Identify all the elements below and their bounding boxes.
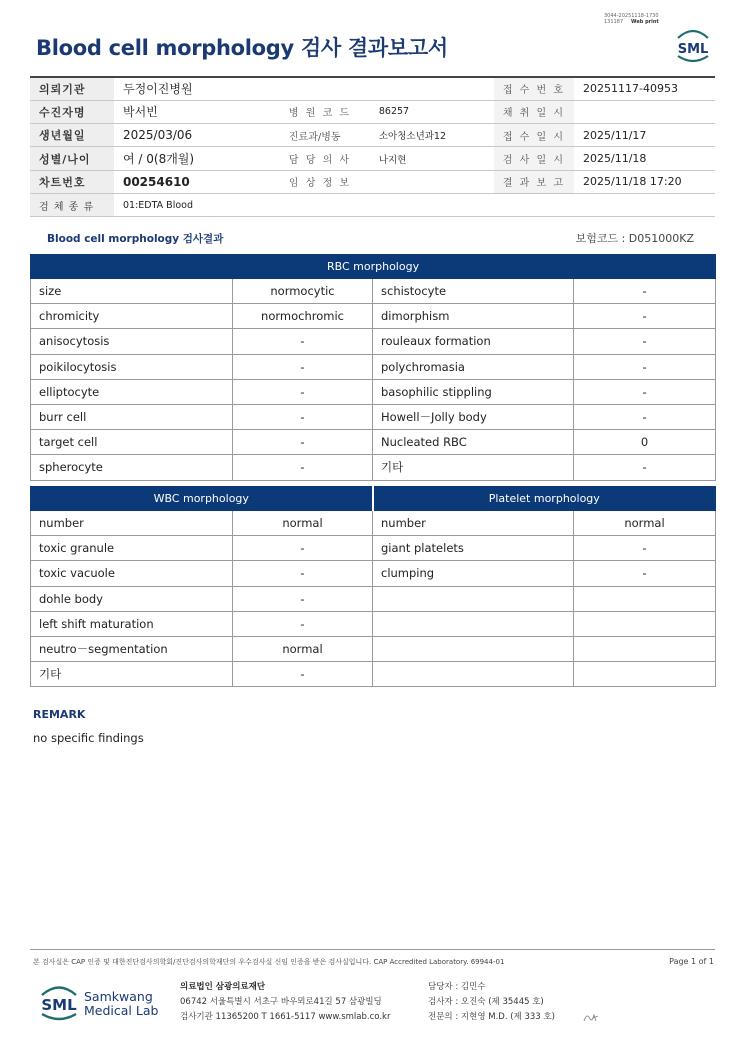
test-item-name: polychromasia	[373, 354, 574, 379]
chart-value: 00254610	[114, 170, 280, 193]
sml-logo-icon	[672, 26, 714, 64]
footer-address: 의료법인 삼광의료재단 06742 서울특별시 서초구 바우뫼로41길 57 삼광빌딩 검사기관 11365200 T 1661-5117 www.smlab.co.kr	[180, 982, 391, 1022]
results-section-title: Blood cell morphology 검사결과	[47, 233, 224, 245]
institution-label: 의뢰기관	[30, 77, 114, 100]
rbc-row	[31, 379, 716, 404]
result-value: -	[233, 586, 373, 611]
test-item-name: anisocytosis	[31, 329, 233, 354]
result-value: normal	[233, 511, 373, 536]
result-value	[574, 636, 716, 661]
wbc-platelet-row	[31, 561, 716, 586]
result-value: -	[233, 561, 373, 586]
test-item-name	[373, 611, 574, 636]
test-date-value: 2025/11/18	[574, 147, 715, 170]
specimen-label: 검 체 종 류	[30, 193, 114, 216]
rbc-row	[31, 430, 716, 455]
footer-divider	[30, 949, 715, 950]
sml-footer-logo-icon	[36, 982, 82, 1022]
test-item-name	[373, 586, 574, 611]
wbc-header: WBC morphology	[31, 487, 373, 511]
test-item-name: poikilocytosis	[31, 354, 233, 379]
rbc-row	[31, 354, 716, 379]
test-item-name: number	[373, 511, 574, 536]
specimen-value: 01:EDTA Blood	[114, 193, 715, 216]
result-value: normal	[233, 636, 373, 661]
result-value: -	[574, 536, 716, 561]
wbc-platelet-row	[31, 636, 716, 661]
result-value: -	[574, 379, 716, 404]
test-item-name: dohle body	[31, 586, 233, 611]
staff-specialist: 전문의 : 지현영 M.D. (제 333 호)	[428, 1012, 555, 1022]
result-value: -	[574, 455, 716, 480]
patient-label: 수진자명	[30, 100, 114, 123]
test-item-name: chromicity	[31, 304, 233, 329]
test-item-name: neutro－segmentation	[31, 636, 233, 661]
clinical-label: 임 상 정 보	[280, 170, 370, 193]
result-value: normochromic	[233, 304, 373, 329]
rbc-row	[31, 404, 716, 429]
result-value	[574, 586, 716, 611]
platelet-header: Platelet morphology	[373, 487, 716, 511]
result-value: -	[574, 329, 716, 354]
rbc-row	[31, 304, 716, 329]
dept-label: 진료과/병동	[280, 124, 370, 147]
footer-brand: Samkwang Medical Lab	[84, 989, 159, 1018]
result-value: normocytic	[233, 279, 373, 304]
staff-manager: 담당자 : 김민수	[428, 982, 486, 992]
result-value: -	[233, 404, 373, 429]
test-item-name: burr cell	[31, 404, 233, 429]
test-item-name: basophilic stippling	[373, 379, 574, 404]
test-item-name: left shift maturation	[31, 611, 233, 636]
test-item-name: elliptocyte	[31, 379, 233, 404]
remark-text: no specific findings	[33, 731, 144, 745]
test-item-name: target cell	[31, 430, 233, 455]
result-value: -	[233, 455, 373, 480]
hospital-code-label: 병 원 코 드	[280, 100, 370, 123]
collection-date-value	[574, 100, 715, 123]
reception-no-value: 20251117-40953	[574, 77, 715, 100]
page-number: Page 1 of 1	[669, 957, 714, 966]
result-value: -	[574, 354, 716, 379]
rbc-row	[31, 279, 716, 304]
patient-value: 박서빈	[114, 100, 280, 123]
hospital-code-value: 86257	[370, 100, 494, 123]
test-item-name: size	[31, 279, 233, 304]
rbc-header: RBC morphology	[31, 255, 716, 279]
test-item-name: spherocyte	[31, 455, 233, 480]
institution-value: 두정이진병원	[114, 77, 494, 100]
clinical-value	[370, 170, 494, 193]
accreditation-note: 본 검사실은 CAP 인증 및 대한진단검사의학회/진단검사의학재단의 우수검사실 신임 인증을 받은 검사실입니다. CAP Accredited Laboratory. 69944-01	[33, 958, 505, 966]
test-item-name: clumping	[373, 561, 574, 586]
collection-date-label: 채 취 일 시	[494, 100, 574, 123]
result-value: -	[233, 536, 373, 561]
dob-label: 생년월일	[30, 124, 114, 147]
sex-age-value: 여 / 0(8개월)	[114, 147, 280, 170]
doctor-value: 나지현	[370, 147, 494, 170]
test-item-name	[373, 662, 574, 687]
wbc-platelet-row	[31, 511, 716, 536]
result-value: -	[233, 611, 373, 636]
insurance-code: 보험코드 : D051000KZ	[575, 232, 694, 245]
test-item-name: rouleaux formation	[373, 329, 574, 354]
wbc-platelet-row	[31, 586, 716, 611]
doctor-label: 담 당 의 사	[280, 147, 370, 170]
result-value	[574, 662, 716, 687]
test-date-label: 검 사 일 시	[494, 147, 574, 170]
reception-date-label: 접 수 일 시	[494, 124, 574, 147]
test-item-name: toxic granule	[31, 536, 233, 561]
report-date-value: 2025/11/18 17:20	[574, 170, 715, 193]
test-item-name: 기타	[373, 455, 574, 480]
patient-info-table	[30, 76, 715, 217]
rbc-row	[31, 329, 716, 354]
result-value: -	[574, 304, 716, 329]
wbc-platelet-row	[31, 611, 716, 636]
result-value: 0	[574, 430, 716, 455]
reception-no-label: 접 수 번 호	[494, 77, 574, 100]
wbc-platelet-morphology-table	[30, 486, 716, 687]
result-value: -	[233, 329, 373, 354]
signature-icon	[582, 1010, 600, 1024]
sex-age-label: 성별/나이	[30, 147, 114, 170]
test-item-name: Howell－Jolly body	[373, 404, 574, 429]
result-value: -	[574, 279, 716, 304]
remark-title: REMARK	[33, 708, 86, 721]
svg-text:SML: SML	[41, 996, 77, 1014]
result-value: -	[233, 662, 373, 687]
svg-text:SML: SML	[677, 42, 709, 57]
result-value: normal	[574, 511, 716, 536]
test-item-name: number	[31, 511, 233, 536]
test-item-name: dimorphism	[373, 304, 574, 329]
test-item-name	[373, 636, 574, 661]
wbc-platelet-row	[31, 536, 716, 561]
result-value	[574, 611, 716, 636]
page-title: Blood cell morphology 검사 결과보고서	[36, 36, 448, 60]
dob-value: 2025/03/06	[114, 124, 280, 147]
reception-date-value: 2025/11/17	[574, 124, 715, 147]
dept-value: 소아청소년과12	[370, 124, 494, 147]
test-item-name: Nucleated RBC	[373, 430, 574, 455]
chart-label: 차트번호	[30, 170, 114, 193]
footer-staff	[428, 980, 555, 1025]
document-code: 3044-20251118-1730 131187 Web print	[604, 13, 659, 25]
rbc-row	[31, 455, 716, 480]
result-value: -	[574, 561, 716, 586]
result-value: -	[233, 379, 373, 404]
result-value: -	[233, 354, 373, 379]
test-item-name: giant platelets	[373, 536, 574, 561]
result-value: -	[574, 404, 716, 429]
report-date-label: 결 과 보 고	[494, 170, 574, 193]
staff-tester: 검사자 : 오진숙 (제 35445 호)	[428, 997, 544, 1007]
test-item-name: schistocyte	[373, 279, 574, 304]
rbc-morphology-table	[30, 254, 716, 481]
test-item-name: 기타	[31, 662, 233, 687]
result-value: -	[233, 430, 373, 455]
test-item-name: toxic vacuole	[31, 561, 233, 586]
wbc-platelet-row	[31, 662, 716, 687]
